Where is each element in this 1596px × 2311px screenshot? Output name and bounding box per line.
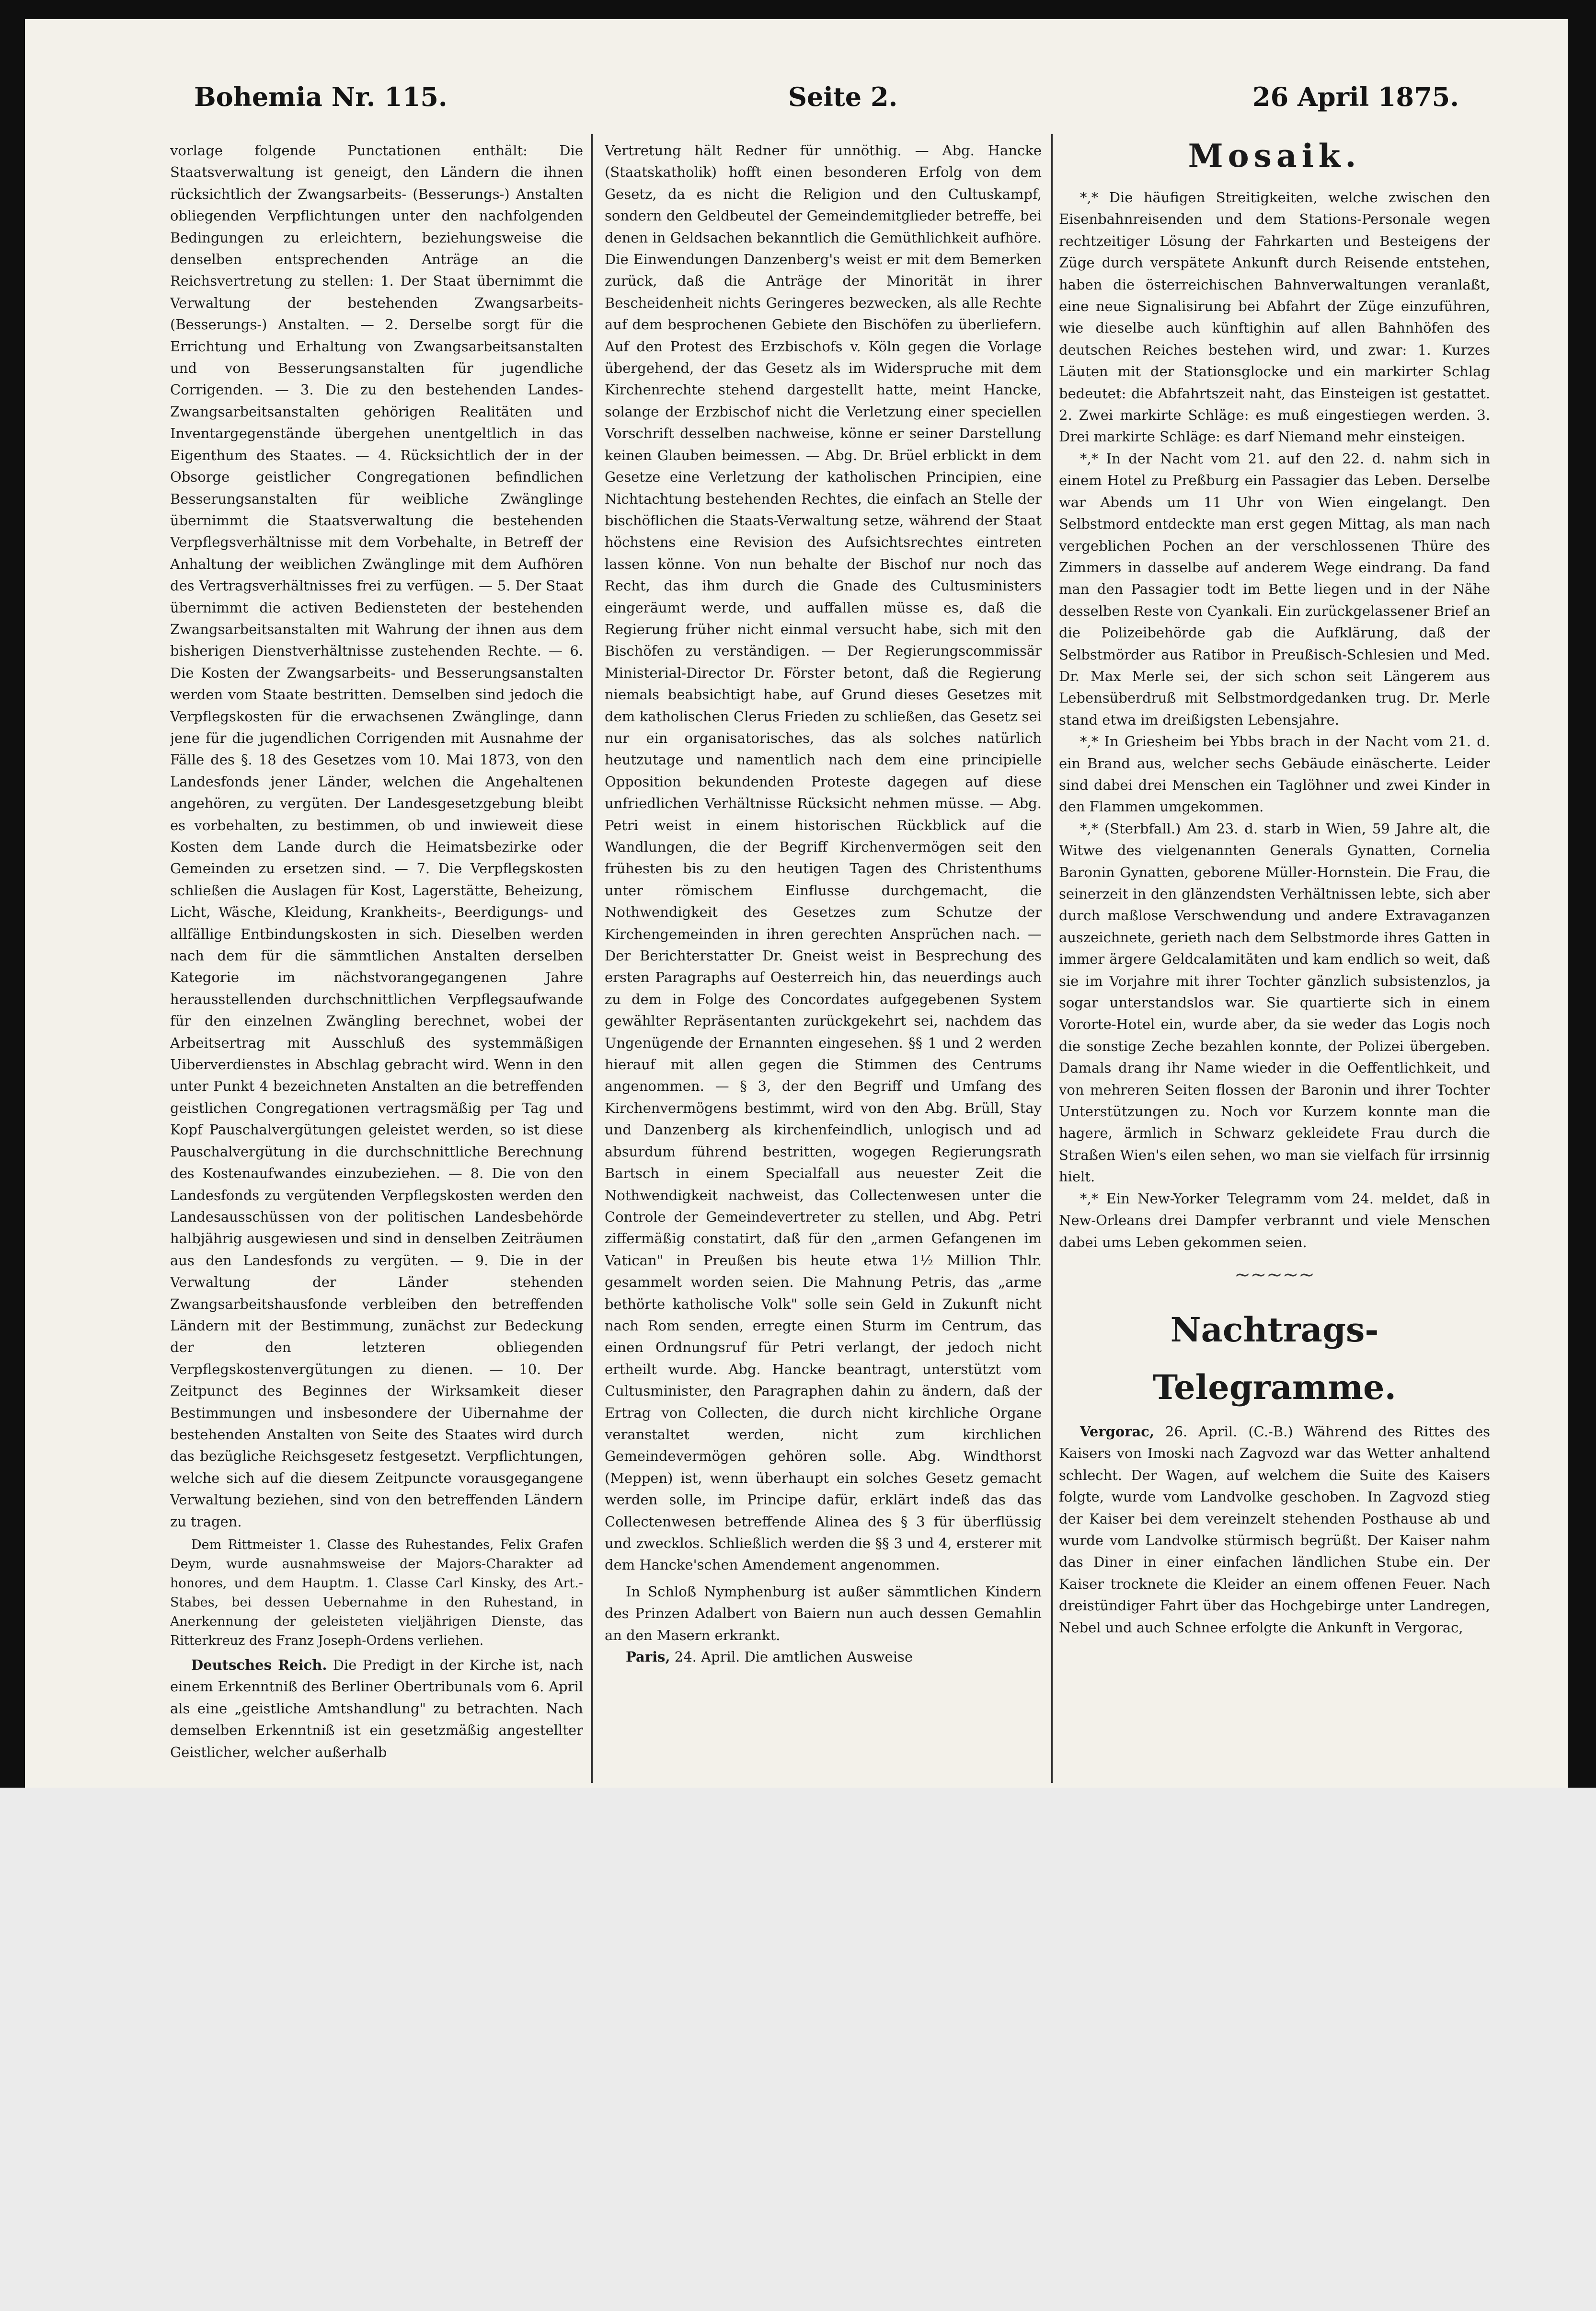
- article-body: Die Predigt in der Kirche ist, nach einem Erkenntniß des Berliner Obertribunals vom 6. April als eine „geistliche Amtshandlung" zu betrachten. Nach demselben Erkenntniß ist ein gesetzmäßig angestellter Geistlicher, welcher außerhalb: [170, 1657, 583, 1760]
- article-punctationen: vorlage folgende Punctationen enthält: Die Staatsverwaltung ist geneigt, den Ländern die ihnen rücksichtlich der Zwangsarbeits- (Besserungs-) Anstalten obliegenden Verpflichtungen unter den nachfolgenden Bedingungen zu erleichtern, beziehungsweise die denselben entsprechenden Anträge an die Reichsvertretung zu stellen: 1. Der Staat übernimmt die Verwaltung der bestehenden Zwangsarbeits- (Besserungs-) Anstalten. — 2. Derselbe sorgt für die Errichtung und Erhaltung von Zwangsarbeitsanstalten und von Besserungsanstalten für jugendliche Corrigenden. — 3. Die zu den bestehenden Landes-Zwangsarbeitsanstalten gehörigen Realitäten und Inventargegenstände übergehen unentgeltlich in das Eigenthum des Staates. — 4. Rücksichtlich der in der Obsorge geistlicher Congregationen befindlichen Besserungsanstalten für weibliche Zwänglinge übernimmt die Staatsverwaltung die bestehenden Verpflegsverhältnisse mit dem Vorbehalte, in Betreff der Anhaltung der weiblichen Zwänglinge mit dem Aufhören des Vertragsverhältnisses frei zu verfügen. — 5. Der Staat übernimmt die activen Bediensteten der bestehenden Zwangsarbeitsanstalten mit Wahrung der ihnen aus dem bisherigen Dienstverhältnisse zustehenden Rechte. — 6. Die Kosten der Zwangsarbeits- und Besserungsanstalten werden vom Staate bestritten. Demselben sind jedoch die Verpflegskosten für die erwachsenen Zwänglinge, dann jene für die jugendlichen Corrigenden mit Ausnahme der Fälle des §. 18 des Gesetzes vom 10. Mai 1873, von den Landesfonds jener Länder, welchen die Angehaltenen angehören, zu vergüten. Der Landesgesetzgebung bleibt es vorbehalten, zu bestimmen, ob und inwieweit diese Kosten dem Lande durch die Heimatsbezirke oder Gemeinden zu ersetzen sind. — 7. Die Verpflegskosten schließen die Auslagen für Kost, Lagerstätte, Beheizung, Licht, Wäsche, Kleidung, Krankheits-, Beerdigungs- und allfällige Entbindungskosten in sich. Dieselben werden nach dem für die sämmtlichen Anstalten derselben Kategorie im nächstvorangegangenen Jahre herausstellenden durchschnittlichen Verpflegsaufwande für den einzelnen Zwängling berechnet, wobei der Arbeitsertrag mit Ausschluß des systemmäßigen Uiberverdienstes in Abschlag gebracht wird. Wenn in den unter Punkt 4 bezeichneten Anstalten an die betreffenden geistlichen Congregationen vertragsmäßig per Tag und Kopf Pauschalvergütungen geleistet werden, so ist diese Pauschalvergütung in die durchschnittliche Berechnung des Kostenaufwandes einzubeziehen. — 8. Die von den Landesfonds zu vergütenden Verpflegskosten werden den Landesausschüssen von der politischen Landesbehörde halbjährig ausgewiesen und sind in denselben Zeiträumen aus den Landesfonds zu vergüten. — 9. Die in der Verwaltung der Länder stehenden Zwangsarbeitshausfonde verbleiben den betreffenden Ländern mit der Bestimmung, zunächst zur Bedeckung der den letzteren obliegenden Verpflegskostenvergütungen zu dienen. — 10. Der Zeitpunct des Beginnes der Wirksamkeit dieser Bestimmungen und insbesondere der Uibernahme der bestehenden Anstalten von Seite des Staates wird durch das bezügliche Reichsgesetz festgesetzt. Verpflichtungen, welche sich auf die diesem Zeitpuncte vorausgegangene Verwaltung beziehen, sind von den betreffenden Ländern zu tragen.: [170, 142, 583, 1530]
- column-divider-1: [591, 134, 593, 1783]
- article-personalia: Dem Rittmeister 1. Classe des Ruhestandes, Felix Grafen Deym, wurde ausnahmsweise der Majors-Charakter ad honores, und dem Hauptm. 1. Classe Carl Kinsky, des Art.-Stabes, bei dessen Uebernahme in den Ruhestand, in Anerkennung der geleisteten vieljährigen Dienste, das Ritterkreuz des Franz Joseph-Ordens verliehen.: [170, 1537, 583, 1648]
- column-3: [1059, 129, 1490, 1784]
- blank-lower-area: [0, 1788, 1596, 2311]
- article-body: 26. April. (C.-B.) Während des Rittes des Kaisers von Imoski nach Zagvozd war das Wetter anhaltend schlecht. Der Wagen, auf welchem die Suite des Kaisers folgte, wurde vom Landvolke geschoben. In Zagvozd stieg der Kaiser bei dem vereinzelt stehenden Posthause ab und wurde vom Landvolke stürmisch begrüßt. Der Kaiser nahm das Diner in einer einfachen ländlichen Stube ein. Der Kaiser trocknete die Kleider an einem offenen Feuer. Nach dreistündiger Fahrt über das Hochgebirge unter Landregen, Nebel und auch Schnee erfolgte die Ankunft in Vergorac,: [1059, 1423, 1490, 1636]
- section-title-nachtrags-telegramme: Nachtrags-Telegramme.: [1153, 1309, 1396, 1407]
- article-heading: Paris,: [626, 1649, 670, 1665]
- mosaik-item-griesheim: *,* In Griesheim bei Ybbs brach in der Nacht vom 21. d. ein Brand aus, welcher sechs Gebäude einäscherte. Leider sind dabei drei Menschen ein Taglöhner und zwei Kinder in den Flammen umgekommen.: [1059, 733, 1490, 815]
- column-1: [170, 140, 583, 1784]
- article-paris: [605, 1646, 1042, 1668]
- mosaik-item-pressburg: *,* In der Nacht vom 21. auf den 22. d. nahm sich in einem Hotel zu Preßburg ein Passagier das Leben. Derselbe war Abends um 11 Uhr von Wien eingelangt. Den Selbstmord entdeckte man erst gegen Mittag, als man nach vergeblichen Pochen an der verschlossenen Thüre des Zimmers in dasselbe auf anderem Wege eindrang. Da fand man den Passagier todt im Bette liegen und in der Nähe desselben Reste von Cyankali. Ein zurückgelassener Brief an die Polizeibehörde gab die Aufklärung, daß der Selbstmörder aus Ratibor in Preußisch-Schlesien und Med. Dr. Max Merle sei, der sich schon seit Längerem aus Lebensüberdruß mit Selbstmordgedanken trug. Dr. Merle stand etwa im dreißigsten Lebensjahre.: [1059, 450, 1490, 728]
- mosaik-item-signals: *,* Die häufigen Streitigkeiten, welche zwischen den Eisenbahnreisenden und dem Stations-Personale wegen rechtzeitiger Lösung der Fahrkarten und Besteigens der Züge durch verspätete Ankunft durch Reisende entstehen, haben die österreichischen Bahnverwaltungen veranlaßt, eine neue Signalisirung bei Abfahrt der Züge einzuführen, wie dieselbe auch künftighin auf allen Bahnhöfen des deutschen Reiches bestehen wird, und zwar: 1. Kurzes Läuten mit der Stationsglocke und ein markirter Schlag bedeutet: die Abfahrtszeit naht, das Einsteigen ist gestattet. 2. Zwei markirte Schläge: es muß eingestiegen werden. 3. Drei markirte Schläge: es darf Niemand mehr einsteigen.: [1059, 189, 1490, 445]
- telegram-vergorac: [1059, 1421, 1490, 1639]
- section-title-mosaik: Mosaik.: [1188, 137, 1361, 174]
- mosaik-item-new-orleans: *,* Ein New-Yorker Telegramm vom 24. meldet, daß in New-Orleans drei Dampfer verbrannt und viele Menschen dabei ums Leben gekommen seien.: [1059, 1190, 1490, 1250]
- header-page-number: Seite 2.: [788, 81, 898, 112]
- header-date: 26 April 1875.: [1252, 81, 1459, 112]
- column-2: [605, 140, 1042, 1784]
- article-deutsches-reich: [170, 1654, 583, 1763]
- header-publication: Bohemia Nr. 115.: [194, 81, 448, 112]
- mosaik-item-sterbfall: *,* (Sterbfall.) Am 23. d. starb in Wien, 59 Jahre alt, die Witwe des vielgenannten Generals Gynatten, Cornelia Baronin Gynatten, geborene Müller-Hornstein. Die Frau, die seinerzeit in den glänzendsten Verhältnissen lebte, sich aber durch maßlose Verschwendung und andere Extravaganzen auszeichnete, gerieth nach dem Selbstmorde ihres Gatten in immer ärgere Geldcalamitäten und kam endlich so weit, daß sie im Vorjahre mit ihrer Tochter gänzlich subsistenzlos, ja sogar unterstandslos war. Sie quartierte sich in einem Vororte-Hotel ein, wurde aber, da sie weder das Logis noch die sonstige Zeche bezahlen konnte, der Polizei übergeben. Damals drang ihr Name wieder in die Oeffentlichkeit, und von mehreren Seiten flossen der Baronin und ihrer Tochter Unterstützungen zu. Noch vor Kurzem konnte man die hagere, ärmlich in Schwarz gekleidete Frau durch die Straßen Wien's eilen sehen, wo man sie vielfach für irrsinnig hielt.: [1059, 820, 1490, 1185]
- ornament-divider: ~~~~~: [1234, 1263, 1315, 1286]
- article-heading: Vergorac,: [1080, 1423, 1155, 1440]
- article-kirchenvermoegen: Vertretung hält Redner für unnöthig. — Abg. Hancke (Staatskatholik) hofft einen besonderen Erfolg von dem Gesetz, da es nicht die Religion und den Cultuskampf, sondern den Geldbeutel der Gemeindemitglieder betreffe, bei denen in Geldsachen bekanntlich die Gemüthlichkeit aufhöre. Die Einwendungen Danzenberg's weist er mit dem Bemerken zurück, daß die Anträge der Minorität in ihrer Bescheidenheit nichts Geringeres bezwecken, als alle Rechte auf dem besprochenen Gebiete den Bischöfen zu überliefern. Auf den Protest des Erzbischofs v. Köln gegen die Vorlage übergehend, der das Gesetz als im Widerspruche mit dem Kirchenrechte stehend dargestellt hatte, meint Hancke, solange der Erzbischof nicht die Verletzung einer speciellen Vorschrift desselben nachweise, könne er seiner Darstellung keinen Glauben beimessen. — Abg. Dr. Brüel erblickt in dem Gesetze eine Verletzung der katholischen Principien, eine Nichtachtung bestehenden Rechtes, die einfach an Stelle der bischöflichen die Staats-Verwaltung setze, während der Staat höchstens eine Revision des Aufsichtsrechtes eintreten lassen könne. Von nun behalte der Bischof nur noch das Recht, das ihm durch die Gnade des Cultusministers eingeräumt werde, und auffallen müsse es, daß die Regierung früher nicht einmal versucht habe, sich mit den Bischöfen zu verständigen. — Der Regierungscommissär Ministerial-Director Dr. Förster betont, daß die Regierung niemals beabsichtigt habe, auf Grund dieses Gesetzes mit dem katholischen Clerus Frieden zu schließen, das Gesetz sei nur ein organisatorisches, das als solches natürlich heutzutage und namentlich nach dem eine principielle Opposition bekundenden Proteste dagegen auf diese unfriedlichen Verhältnisse Rücksicht nehmen müsse. — Abg. Petri weist in einem historischen Rückblick auf die Wandlungen, die der Begriff Kirchenvermögen seit den frühesten bis zu den heutigen Tagen des Christenthums unter römischem Einflusse durchgemacht, die Nothwendigkeit des Gesetzes zum Schutze der Kirchengemeinden in ihren gerechten Ansprüchen nach. — Der Berichterstatter Dr. Gneist weist in Besprechung des ersten Paragraphs auf Oesterreich hin, das neuerdings auch zu dem in Folge des Concordates aufgegebenen System gewählter Repräsentanten zurückgekehrt sei, nachdem das Ungenügende der Ernannten eingesehen. §§ 1 und 2 werden hierauf mit allen gegen die Stimmen des Centrums angenommen. — § 3, der den Begriff und Umfang des Kirchenvermögens bestimmt, wird von den Abg. Brüll, Stay und Danzenberg als kirchenfeindlich, unlogisch und ad absurdum führend bestritten, wogegen Regierungsrath Bartsch in einem Specialfall aus neuester Zeit die Nothwendigkeit nachweist, das Collectenwesen unter die Controle der Gemeindevertreter zu stellen, und Abg. Petri ziffermäßig constatirt, daß für den „armen Gefangenen im Vatican" in Preußen bis heute etwa 1½ Million Thlr. gesammelt worden seien. Die Mahnung Petris, das „arme bethörte katholische Volk" solle sein Geld in Zukunft nicht nach Rom senden, erregte einen Sturm im Centrum, das einen Ordnungsruf für Petri verlangt, der jedoch nicht ertheilt wurde. Abg. Hancke beantragt, unterstützt vom Cultusminister, den Paragraphen dahin zu ändern, daß der Ertrag von Collecten, die durch nicht kirchliche Organe veranstaltet werden, nicht zum kirchlichen Gemeindevermögen gehören solle. Abg. Windthorst (Meppen) ist, wenn überhaupt ein solches Gesetz gemacht werden solle, im Principe dafür, erklärt indeß das das Collectenwesen betreffende Alinea des § 3 für überflüssig und zwecklos. Schließlich werden die §§ 3 und 4, ersterer mit dem Hancke'schen Amendement angenommen.: [605, 142, 1042, 1573]
- page-header: [194, 81, 1459, 120]
- column-divider-2: [1051, 134, 1053, 1783]
- article-body: 24. April. Die amtlichen Ausweise: [674, 1649, 913, 1665]
- article-nymphenburg: In Schloß Nymphenburg ist außer sämmtlichen Kindern des Prinzen Adalbert von Baiern nun auch dessen Gemahlin an den Masern erkrankt.: [605, 1583, 1042, 1643]
- article-heading: Deutsches Reich.: [191, 1657, 327, 1673]
